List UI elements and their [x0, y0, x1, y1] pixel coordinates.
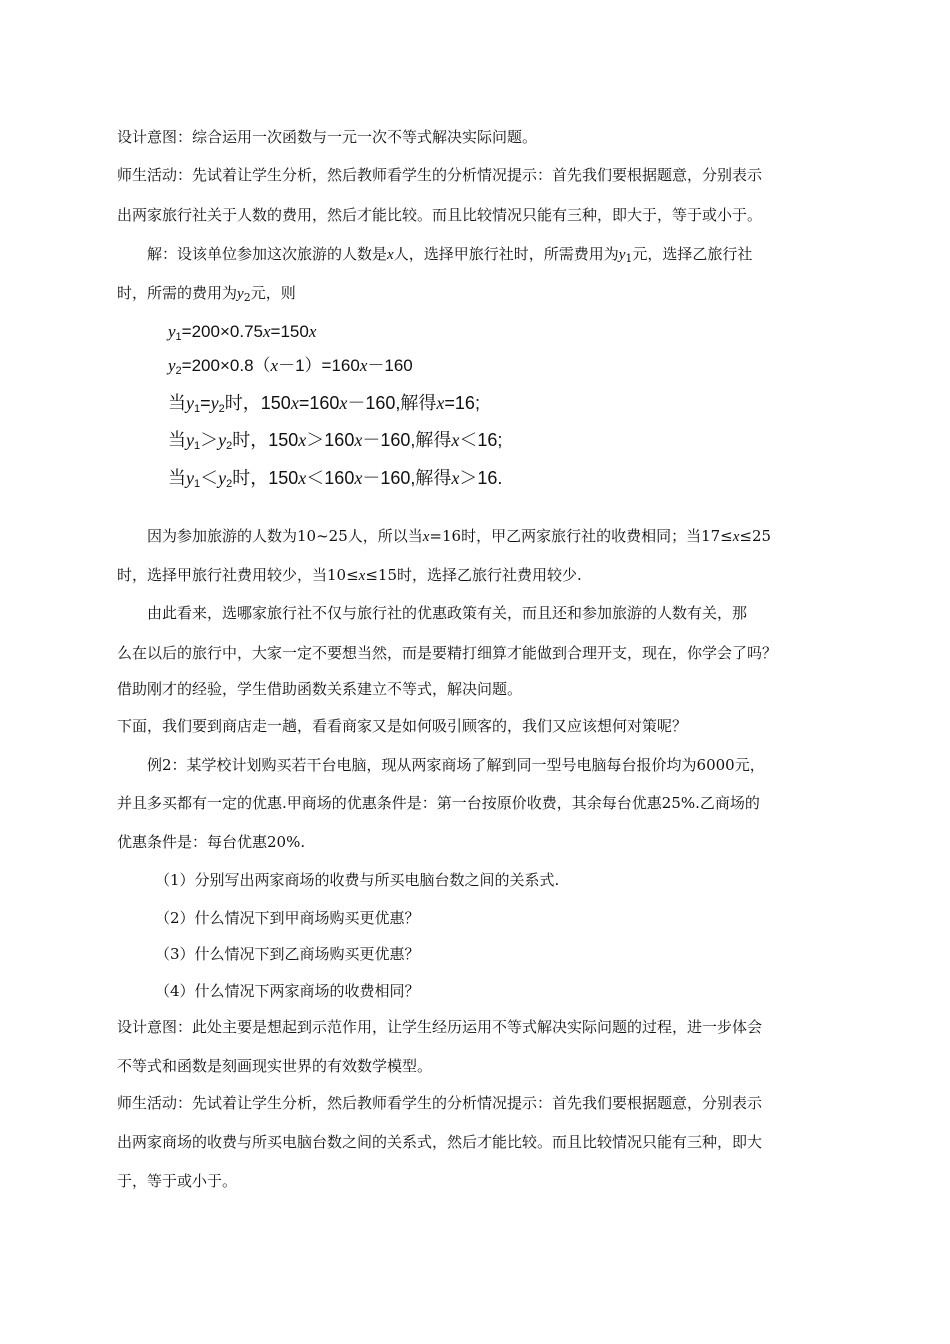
question-4: （4）什么情况下两家商场的收费相同？: [155, 982, 420, 1000]
reflection-line3: 借助刚才的经验，学生借助函数关系建立不等式，解决问题。: [117, 680, 523, 698]
solution-line1: 解：设该单位参加这次旅游的人数是x人，选择甲旅行社时，所需费用为$y_1$元，选择乙旅行社: [147, 245, 753, 265]
reflection-line1: 由此看来，选哪家旅行社不仅与旅行社的优惠政策有关，而且还和参加旅游的人数有关，那: [147, 604, 748, 622]
transition-text: 下面，我们要到商店走一趟，看看商家又是如何吸引顾客的，我们又应该想何对策呢？: [117, 717, 688, 735]
example2-line2: 并且多买都有一定的优惠.甲商场的优惠条件是：第一台按原价收费，其余每台优惠25%.乙商场的: [117, 794, 760, 812]
solution-line2: 时，所需的费用为$y_2$元，则: [117, 284, 296, 304]
question-1: （1）分别写出两家商场的收费与所买电脑台数之间的关系式.: [155, 871, 560, 889]
teacher-student-activity-2-line2: 出两家商场的收费与所买电脑台数之间的关系式，然后才能比较。而且比较情况只能有三种，即大: [117, 1133, 763, 1151]
example2-line1: 例2：某学校计划购买若干台电脑，现从两家商场了解到同一型号电脑每台报价均为6000元，: [147, 756, 765, 774]
teacher-student-activity-2-line3: 于，等于或小于。: [117, 1172, 238, 1190]
conclusion-line2: 时，选择甲旅行社费用较少，当10≤x≤15时，选择乙旅行社费用较少.: [117, 566, 582, 584]
case-less: 当$y_1<y_2$时，150x＜160x－160,解得x＞16.: [168, 468, 503, 490]
question-2: （2）什么情况下到甲商场购买更优惠？: [155, 909, 420, 927]
reflection-line2: 么在以后的旅行中，大家一定不要想当然，而是要精打细算才能做到合理开支，现在，你学会了吗？: [117, 644, 778, 662]
case-equal: 当$y_1=y_2$时，150x=160x－160,解得x=16;: [168, 393, 480, 415]
teacher-student-activity-1-line1: 师生活动：先试着让学生分析，然后教师看学生的分析情况提示：首先我们要根据题意，分别表示: [117, 166, 763, 184]
example2-line3: 优惠条件是：每台优惠20%.: [117, 833, 306, 851]
design-intent-1: 设计意图：综合运用一次函数与一元一次不等式解决实际问题。: [117, 128, 538, 146]
teacher-student-activity-1-line2: 出两家旅行社关于人数的费用，然后才能比较。而且比较情况只能有三种，即大于，等于或小于。: [117, 206, 763, 224]
equation-y1: $y_1=200\times 0.75x=150x$: [168, 322, 317, 343]
equation-y2: $y_2=200\times 0.8(x-1)=160x-160$: [168, 356, 413, 377]
question-3: （3）什么情况下到乙商场购买更优惠？: [155, 945, 420, 963]
case-greater: 当$y_1>y_2$时，150x＞160x－160,解得x＜16;: [168, 430, 503, 452]
design-intent-2-line2: 不等式和函数是刻画现实世界的有效数学模型。: [117, 1057, 433, 1075]
conclusion-line1: 因为参加旅游的人数为10~25人，所以当x=16时，甲乙两家旅行社的收费相同；当17≤x≤25: [147, 527, 772, 545]
teacher-student-activity-2-line1: 师生活动：先试着让学生分析，然后教师看学生的分析情况提示：首先我们要根据题意，分别表示: [117, 1094, 763, 1112]
design-intent-2-line1: 设计意图：此处主要是想起到示范作用，让学生经历运用不等式解决实际问题的过程，进一步体会: [117, 1018, 763, 1036]
